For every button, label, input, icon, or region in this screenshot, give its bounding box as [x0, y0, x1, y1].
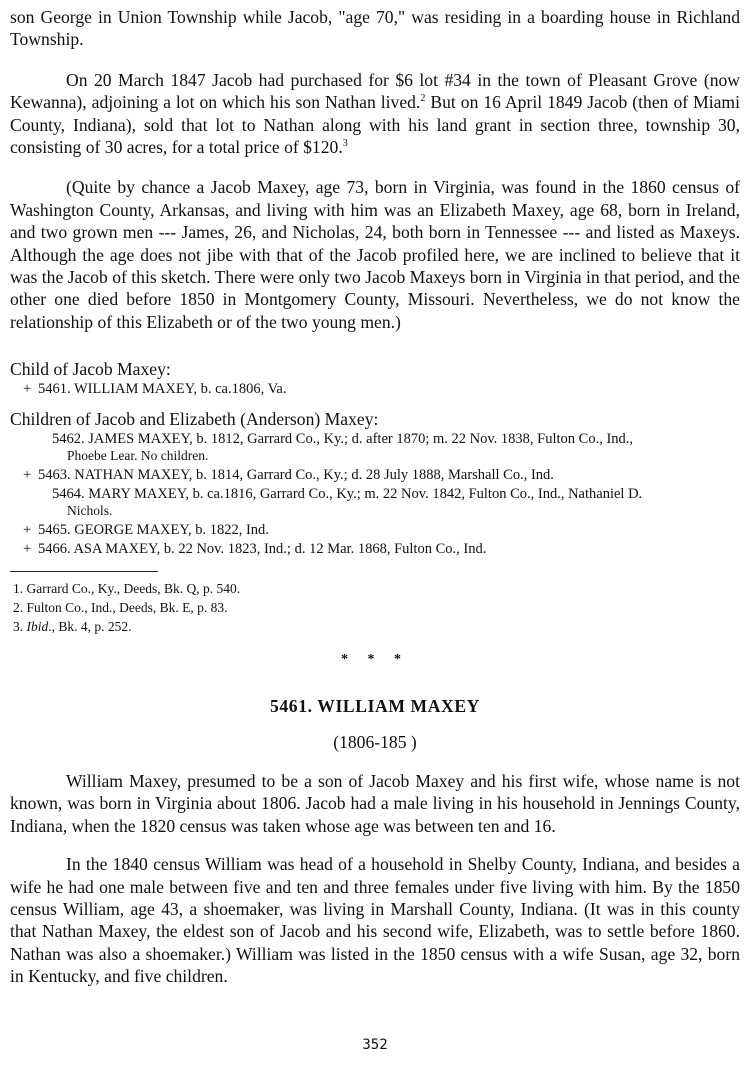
- child-entry: 5461. WILLIAM MAXEY, b. ca.1806, Va.: [38, 381, 287, 397]
- child-entry: 5464. MARY MAXEY, b. ca.1816, Garrard Co., Ky.; m. 22 Nov. 1842, Fulton Co., Ind., Nathaniel D.: [52, 486, 643, 502]
- footnote-3: [13, 618, 132, 635]
- footnote-text: ., Bk. 4, p. 252.: [48, 619, 132, 634]
- footnote-rule: [10, 571, 158, 572]
- child-entry: 5462. JAMES MAXEY, b. 1812, Garrard Co., Ky.; d. after 1870; m. 22 Nov. 1838, Fulton Co., Ind.,: [52, 431, 634, 447]
- child-entry-continuation: Nichols.: [67, 503, 113, 518]
- footnote-italic: Ibid: [26, 619, 49, 634]
- section-dates: (1806-185 ): [333, 732, 417, 752]
- page-number: 352: [362, 1037, 388, 1053]
- footnote-number: 2.: [13, 600, 24, 615]
- footnote-number: 1.: [13, 581, 24, 596]
- top-text-block: [10, 6, 740, 333]
- bottom-text-block: [10, 770, 740, 988]
- child-entry: 5463. NATHAN MAXEY, b. 1814, Garrard Co., Ky.; d. 28 July 1888, Marshall Co., Ind.: [38, 467, 554, 483]
- child-entry: 5465. GEORGE MAXEY, b. 1822, Ind.: [38, 522, 269, 538]
- child-plus-marker: +: [23, 522, 32, 538]
- children-heading: Children of Jacob and Elizabeth (Anderson) Maxey:: [10, 409, 379, 429]
- footnote-ref-2: 2: [420, 93, 426, 105]
- section-title: 5461. WILLIAM MAXEY: [270, 696, 480, 716]
- paragraph-lot-sale-text: But on 16 April 1849 Jacob (then of Miami County, Indiana), sold that lot to Nathan along with his land grant in section three, township 30, consisting of 30 acres, for a total price of $120.: [10, 92, 740, 158]
- child-plus-marker: +: [23, 381, 32, 397]
- paragraph-william-birth: William Maxey, presumed to be a son of Jacob Maxey and his first wife, whose name is not known, was born in Virginia about 1806. Jacob had a male living in his household in Jennings County, Indiana, when the 1820 census was taken whose age was between ten and 16.: [10, 771, 740, 836]
- footnote-text: Fulton Co., Ind., Deeds, Bk. E, p. 83.: [26, 600, 228, 615]
- child-heading: Child of Jacob Maxey:: [10, 359, 171, 379]
- paragraph-census-note: (Quite by chance a Jacob Maxey, age 73, born in Virginia, was found in the 1860 census of Washington County, Arkansas, and living with him was an Elizabeth Maxey, age 68, born in Ireland, and two grown men --- James, 26, and Nicholas, 24, both born in Tennessee --- and listed as Maxeys. Although the age does not jibe with that of the Jacob profiled here, we are inclined to believe that it was the Jacob of this sketch. There were only two Jacob Maxeys born in Virginia in that period, and the other one died before 1850 in Montgomery County, Missouri. Nevertheless, we do not know the relationship of this Elizabeth or of the two young men.): [10, 177, 740, 332]
- footnote-ref-3: 3: [342, 138, 348, 150]
- footnote-1: [13, 580, 240, 597]
- paragraph-continuation: son George in Union Township while Jacob, "age 70," was residing in a boarding house in Richland Township.: [10, 7, 740, 50]
- paragraph-lot-purchase: [10, 69, 740, 159]
- child-plus-marker: +: [23, 467, 32, 483]
- footnote-number: 3.: [13, 619, 24, 634]
- footnote-2: [13, 599, 228, 616]
- paragraph-william-census: In the 1840 census William was head of a household in Shelby County, Indiana, and besides a wife he had one male between five and ten and three females under five living with him. By the 1850 census William, age 43, a shoemaker, was living in Marshall County, Indiana. (It was in this county that Nathan Maxey, the eldest son of Jacob and his second wife, Elizabeth, was to settle before 1860. Nathan was also a shoemaker.) William was listed in the 1850 census with a wife Susan, age 32, born in Kentucky, and five children.: [10, 854, 740, 987]
- child-plus-marker: +: [23, 541, 32, 557]
- section-separator: * * *: [341, 652, 409, 667]
- footnote-text: Garrard Co., Ky., Deeds, Bk. Q, p. 540.: [26, 581, 241, 596]
- paragraph-lot-purchase-text: On 20 March 1847 Jacob had purchased for $6 lot #34 in the town of Pleasant Grove (now Kewanna), adjoining a lot on which his son Nathan lived.: [10, 69, 740, 113]
- child-entry: 5466. ASA MAXEY, b. 22 Nov. 1823, Ind.; d. 12 Mar. 1868, Fulton Co., Ind.: [38, 541, 487, 557]
- child-entry-continuation: Phoebe Lear. No children.: [67, 448, 209, 463]
